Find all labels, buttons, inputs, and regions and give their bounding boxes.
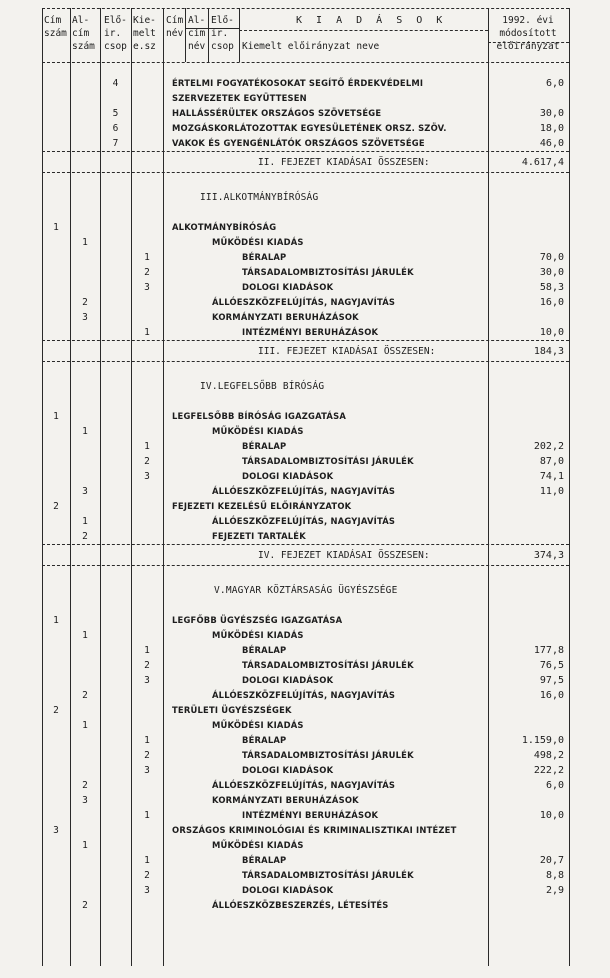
item-name: BÉRALAP	[242, 855, 287, 865]
chapter-heading: IV.LEGFELSŐBB BÍRÓSÁG	[200, 381, 325, 392]
header-col5: Cím név	[166, 15, 184, 39]
cim-szam: 1	[53, 615, 59, 626]
table-row	[0, 469, 610, 484]
table-row	[0, 793, 610, 808]
chapter-total-label: IV. FEJEZET KIADÁSAI ÖSSZESEN:	[258, 550, 430, 561]
table-row	[0, 568, 610, 583]
table-row	[0, 598, 610, 613]
item-value: 1.159,0	[521, 735, 564, 746]
table-row	[0, 295, 610, 310]
table-row	[0, 409, 610, 424]
alcim-szam: 1	[82, 720, 88, 731]
table-row	[0, 175, 610, 190]
item-value: 20,7	[539, 855, 564, 866]
item-value: 70,0	[539, 252, 564, 263]
item-name: TÁRSADALOMBIZTOSÍTÁSI JÁRULÉK	[242, 870, 414, 880]
item-name: VAKOK ÉS GYENGÉNLÁTÓK ORSZÁGOS SZÖVETSÉGE	[172, 138, 425, 148]
alcim-szam: 2	[82, 780, 88, 791]
table-row	[0, 454, 610, 469]
total-rule	[42, 151, 569, 152]
chapter-heading: V.MAGYAR KÖZTÁRSASÁG ÜGYÉSZSÉGE	[214, 585, 398, 596]
cim-szam: 2	[53, 705, 59, 716]
alcim-szam: 1	[82, 630, 88, 641]
item-name: DOLOGI KIADÁSOK	[242, 885, 334, 895]
item-name: DOLOGI KIADÁSOK	[242, 471, 334, 481]
header-title: K I A D Á S O K	[296, 15, 447, 26]
table-row	[0, 364, 610, 379]
table-row	[0, 136, 610, 151]
item-name: INTÉZMÉNYI BERUHÁZÁSOK	[242, 810, 379, 820]
header-subrule-3	[488, 42, 569, 43]
kiemelt-szam: 1	[144, 252, 150, 263]
eloir-csop: 7	[112, 138, 119, 149]
table-row	[0, 658, 610, 673]
kiemelt-szam: 1	[144, 735, 150, 746]
header-col2: Al- cím szám	[72, 15, 95, 52]
item-name: MŰKÖDÉSI KIADÁS	[212, 840, 304, 850]
item-name: MOZGÁSKORLÁTOZOTTAK EGYESÜLETÉNEK ORSZ. SZÖV.	[172, 123, 447, 133]
header-subrule-2	[239, 30, 488, 31]
item-name: BÉRALAP	[242, 735, 287, 745]
header-col3: Elő- ir. csop	[104, 15, 127, 52]
kiemelt-szam: 3	[144, 675, 150, 686]
table-row	[0, 718, 610, 733]
item-value: 2,9	[545, 885, 564, 896]
item-name: TÁRSADALOMBIZTOSÍTÁSI JÁRULÉK	[242, 750, 414, 760]
total-rule	[42, 340, 569, 341]
header-subrule	[185, 28, 239, 29]
item-value: 30,0	[539, 108, 564, 119]
item-value: 498,2	[533, 750, 564, 761]
header-col4: Kie- melt e.sz	[133, 15, 156, 52]
cim-szam: 1	[53, 411, 59, 422]
alcim-szam: 1	[82, 237, 88, 248]
item-value: 11,0	[539, 486, 564, 497]
item-name: ÁLLÓESZKÖZFELÚJÍTÁS, NAGYJAVÍTÁS	[212, 297, 396, 307]
kiemelt-szam: 2	[144, 870, 150, 881]
item-name: BÉRALAP	[242, 645, 287, 655]
table-row	[0, 205, 610, 220]
total-rule	[42, 544, 569, 545]
alcim-szam: 3	[82, 795, 88, 806]
table-row	[0, 106, 610, 121]
item-name: KORMÁNYZATI BERUHÁZÁSOK	[212, 795, 359, 805]
total-rule	[42, 172, 569, 173]
chapter-total-label: II. FEJEZET KIADÁSAI ÖSSZESEN:	[258, 157, 430, 168]
chapter-total-value: 374,3	[533, 550, 564, 561]
item-value: 58,3	[539, 282, 564, 293]
table-row	[0, 280, 610, 295]
kiemelt-szam: 3	[144, 765, 150, 776]
alcim-szam: 1	[82, 516, 88, 527]
table-row	[0, 688, 610, 703]
kiemelt-szam: 2	[144, 456, 150, 467]
item-name: TÁRSADALOMBIZTOSÍTÁSI JÁRULÉK	[242, 660, 414, 670]
alcim-szam: 2	[82, 900, 88, 911]
alcim-szam: 2	[82, 690, 88, 701]
eloir-csop: 5	[112, 108, 119, 119]
header-col1: Cím szám	[44, 15, 67, 39]
table-row	[0, 529, 610, 544]
item-name: TÁRSADALOMBIZTOSÍTÁSI JÁRULÉK	[242, 456, 414, 466]
table-row	[0, 853, 610, 868]
kiemelt-szam: 1	[144, 810, 150, 821]
item-name: HALLÁSSÉRÜLTEK ORSZÁGOS SZÖVETSÉGE	[172, 108, 382, 118]
item-name: MŰKÖDÉSI KIADÁS	[212, 630, 304, 640]
alcim-szam: 3	[82, 312, 88, 323]
header-col7: Elő- ir. csop	[211, 15, 234, 52]
item-name: MŰKÖDÉSI KIADÁS	[212, 237, 304, 247]
item-name: TERÜLETI ÜGYÉSZSÉGEK	[172, 705, 292, 715]
header-column-rule	[208, 8, 209, 62]
eloir-csop: 6	[112, 123, 119, 134]
alcim-szam: 1	[82, 840, 88, 851]
header-rule	[42, 62, 569, 63]
table-row	[0, 583, 610, 598]
table-row	[0, 499, 610, 514]
table-row	[0, 613, 610, 628]
item-name: ÁLLÓESZKÖZBESZERZÉS, LÉTESÍTÉS	[212, 900, 389, 910]
table-row	[0, 673, 610, 688]
item-value: 76,5	[539, 660, 564, 671]
chapter-total-row	[0, 548, 610, 563]
item-value: 202,2	[533, 441, 564, 452]
kiemelt-szam: 2	[144, 267, 150, 278]
item-value: 74,1	[539, 471, 564, 482]
item-value: 8,8	[545, 870, 564, 881]
table-row	[0, 235, 610, 250]
table-row	[0, 76, 610, 91]
item-value: 87,0	[539, 456, 564, 467]
item-name: ÉRTELMI FOGYATÉKOSOKAT SEGÍTŐ ÉRDEKVÉDELMI	[172, 78, 424, 88]
item-name: BÉRALAP	[242, 441, 287, 451]
table-row	[0, 514, 610, 529]
item-name: DOLOGI KIADÁSOK	[242, 675, 334, 685]
table-row	[0, 439, 610, 454]
chapter-total-label: III. FEJEZET KIADÁSAI ÖSSZESEN:	[258, 346, 436, 357]
item-name: ÁLLÓESZKÖZFELÚJÍTÁS, NAGYJAVÍTÁS	[212, 780, 396, 790]
table-row	[0, 484, 610, 499]
header-column-rule	[239, 8, 240, 62]
kiemelt-szam: 1	[144, 855, 150, 866]
item-value: 6,0	[545, 78, 564, 89]
alcim-szam: 2	[82, 297, 88, 308]
item-name: DOLOGI KIADÁSOK	[242, 765, 334, 775]
top-rule	[42, 8, 569, 9]
chapter-total-value: 184,3	[533, 346, 564, 357]
item-name: TÁRSADALOMBIZTOSÍTÁSI JÁRULÉK	[242, 267, 414, 277]
table-row	[0, 763, 610, 778]
table-row	[0, 220, 610, 235]
item-value: 10,0	[539, 327, 564, 338]
table-row	[0, 883, 610, 898]
table-row	[0, 310, 610, 325]
table-row	[0, 265, 610, 280]
kiemelt-szam: 2	[144, 660, 150, 671]
alcim-szam: 3	[82, 486, 88, 497]
kiemelt-szam: 1	[144, 645, 150, 656]
table-row	[0, 643, 610, 658]
item-value: 46,0	[539, 138, 564, 149]
table-row	[0, 778, 610, 793]
item-name: BÉRALAP	[242, 252, 287, 262]
table-row	[0, 748, 610, 763]
item-value: 16,0	[539, 690, 564, 701]
item-value: 177,8	[533, 645, 564, 656]
item-name: SZERVEZETEK EGYÜTTESEN	[172, 93, 307, 103]
cim-szam: 2	[53, 501, 59, 512]
item-name: ÁLLÓESZKÖZFELÚJÍTÁS, NAGYJAVÍTÁS	[212, 486, 396, 496]
total-rule	[42, 361, 569, 362]
kiemelt-szam: 1	[144, 327, 150, 338]
table-row	[0, 325, 610, 340]
eloir-csop: 4	[112, 78, 119, 89]
table-row	[0, 808, 610, 823]
alcim-szam: 1	[82, 426, 88, 437]
header-column-rule	[185, 8, 186, 62]
table-row	[0, 190, 610, 205]
item-value: 6,0	[545, 780, 564, 791]
item-name: ORSZÁGOS KRIMINOLÓGIAI ÉS KRIMINALISZTIKAI INTÉZET	[172, 825, 457, 835]
table-row	[0, 868, 610, 883]
table-row	[0, 898, 610, 913]
item-name: MŰKÖDÉSI KIADÁS	[212, 426, 304, 436]
chapter-total-row	[0, 344, 610, 359]
item-name: INTÉZMÉNYI BERUHÁZÁSOK	[242, 327, 379, 337]
item-value: 18,0	[539, 123, 564, 134]
table-row	[0, 379, 610, 394]
item-name: LEGFŐBB ÜGYÉSZSÉG IGAZGATÁSA	[172, 615, 343, 625]
item-name: DOLOGI KIADÁSOK	[242, 282, 334, 292]
kiemelt-szam: 3	[144, 471, 150, 482]
item-name: LEGFELSŐBB BÍRÓSÁG IGAZGATÁSA	[172, 411, 347, 421]
table-row	[0, 733, 610, 748]
table-row	[0, 628, 610, 643]
header-col6: Al- cím név	[188, 15, 206, 52]
table-row	[0, 121, 610, 136]
alcim-szam: 2	[82, 531, 88, 542]
chapter-heading: III.ALKOTMÁNYBÍRÓSÁG	[200, 192, 319, 203]
chapter-total-value: 4.617,4	[521, 157, 564, 168]
kiemelt-szam: 3	[144, 885, 150, 896]
table-row	[0, 250, 610, 265]
item-name: KORMÁNYZATI BERUHÁZÁSOK	[212, 312, 359, 322]
item-name: MŰKÖDÉSI KIADÁS	[212, 720, 304, 730]
item-name: ÁLLÓESZKÖZFELÚJÍTÁS, NAGYJAVÍTÁS	[212, 516, 396, 526]
table-row	[0, 424, 610, 439]
kiemelt-szam: 2	[144, 750, 150, 761]
table-row	[0, 838, 610, 853]
item-name: ÁLLÓESZKÖZFELÚJÍTÁS, NAGYJAVÍTÁS	[212, 690, 396, 700]
item-name: FEJEZETI KEZELÉSŰ ELŐIRÁNYZATOK	[172, 501, 352, 511]
item-value: 30,0	[539, 267, 564, 278]
table-row	[0, 823, 610, 838]
item-name: FEJEZETI TARTALÉK	[212, 531, 306, 541]
chapter-total-row	[0, 155, 610, 170]
item-value: 10,0	[539, 810, 564, 821]
table-row	[0, 394, 610, 409]
kiemelt-szam: 1	[144, 441, 150, 452]
item-value: 16,0	[539, 297, 564, 308]
kiemelt-szam: 3	[144, 282, 150, 293]
header-year: 1992. évi módosított előirányzat	[496, 15, 560, 52]
cim-szam: 3	[53, 825, 59, 836]
header-kiemelt: Kiemelt előirányzat neve	[242, 41, 380, 52]
table-row	[0, 91, 610, 106]
cim-szam: 1	[53, 222, 59, 233]
item-name: ALKOTMÁNYBÍRÓSÁG	[172, 222, 277, 232]
item-value: 222,2	[533, 765, 564, 776]
table-row	[0, 703, 610, 718]
item-value: 97,5	[539, 675, 564, 686]
total-rule	[42, 565, 569, 566]
